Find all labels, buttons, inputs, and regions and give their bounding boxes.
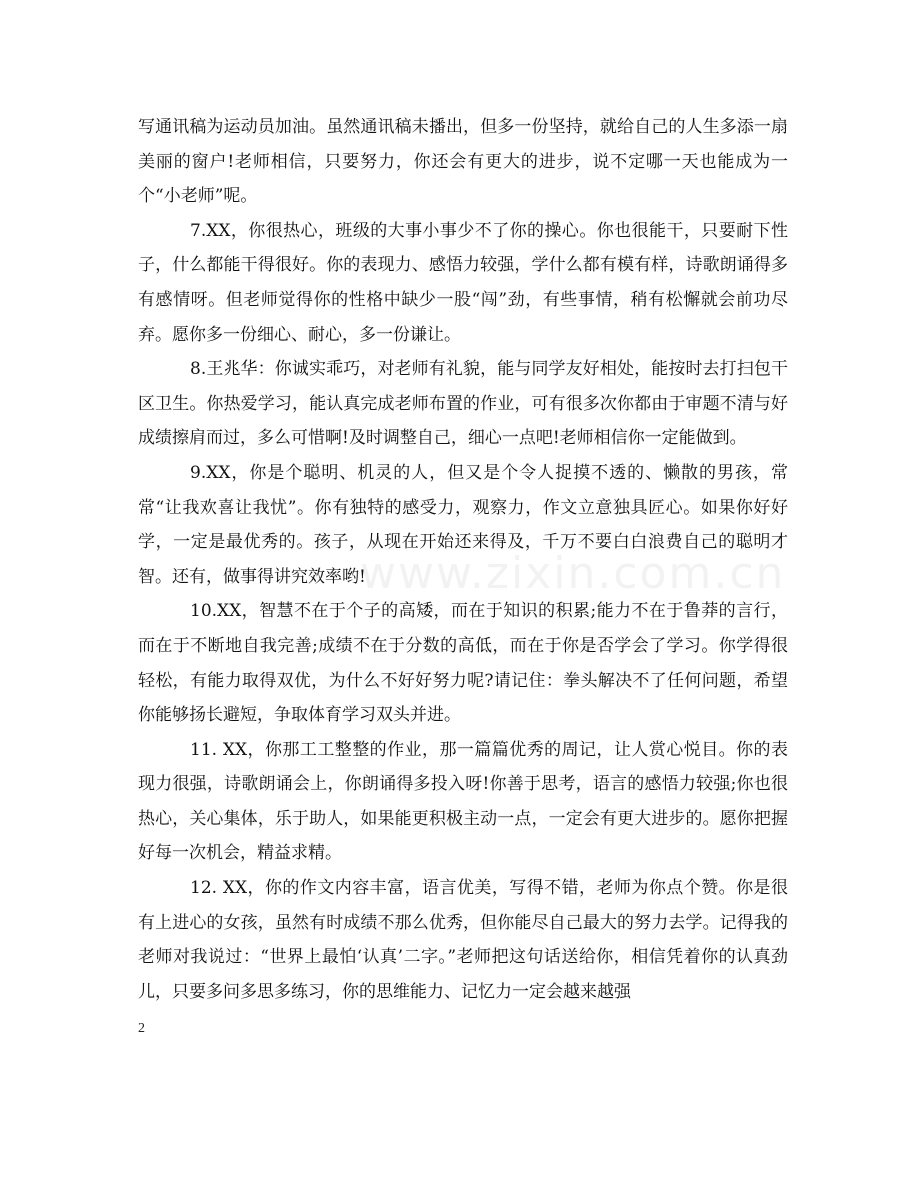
watermark: www.zixin.com.cn (360, 548, 786, 599)
document-body (138, 110, 788, 1009)
paragraph-comment-10: 10.XX，智慧不在于个子的高矮，而在于知识的积累;能力不在于鲁莽的言行，而在于不断地自我完善;成绩不在于分数的高低，而在于你是否学会了学习。你学得很轻松，有能力取得双优，为什么不好好努力呢?请记住：拳头解决不了任何问题，希望你能够扬长避短，争取体育学习双头并进。 (138, 601, 788, 726)
paragraph-comment-12: 12. XX，你的作文内容丰富，语言优美，写得不错，老师为你点个赞。你是很有上进心的女孩，虽然有时成绩不那么优秀，但你能尽自己最大的努力去学。记得我的老师对我说过：“世界上最怕‘认真’二字。”老师把这句话送给你，相信凭着你的认真劲儿，只要多问多思多练习，你的思维能力、记忆力一定会越来越强 (138, 878, 788, 1002)
paragraph-comment-7: 7.XX，你很热心，班级的大事小事少不了你的操心。你也很能干，只要耐下性子，什么都能干得很好。你的表现力、感悟力较强，学什么都有模有样，诗歌朗诵得多有感情呀。但老师觉得你的性格中缺少一股“闯”劲，有些事情，稍有松懈就会前功尽弃。愿你多一份细心、耐心，多一份谦让。 (138, 220, 788, 345)
paragraph-comment-8: 8.王兆华：你诚实乖巧，对老师有礼貌，能与同学友好相处，能按时去打扫包干区卫生。你热爱学习，能认真完成老师布置的作业，可有很多次你都由于审题不清与好成绩擦肩而过，多么可惜啊!及时调整自己，细心一点吧!老师相信你一定能做到。 (138, 359, 788, 449)
paragraph-comment-9: 9.XX，你是个聪明、机灵的人，但又是个令人捉摸不透的、懒散的男孩，常常“让我欢喜让我忧”。你有独特的感受力，观察力，作文立意独具匠心。如果你好好学，一定是最优秀的。孩子，从现在开始还来得及，千万不要白白浪费自己的聪明才智。还有，做事得讲究效率哟! (138, 462, 788, 587)
page-number: 2 (138, 1021, 145, 1036)
paragraph-comment-11: 11. XX，你那工工整整的作业，那一篇篇优秀的周记，让人赏心悦目。你的表现力很强，诗歌朗诵会上，你朗诵得多投入呀!你善于思考，语言的感悟力较强;你也很热心，关心集体，乐于助人，如果能更积极主动一点，一定会有更大进步的。愿你把握好每一次机会，精益求精。 (138, 739, 788, 864)
paragraph-continuation: 写通讯稿为运动员加油。虽然通讯稿未播出，但多一份坚持，就给自己的人生多添一扇美丽的窗户!老师相信，只要努力，你还会有更大的进步，说不定哪一天也能成为一个“小老师”呢。 (138, 117, 788, 207)
